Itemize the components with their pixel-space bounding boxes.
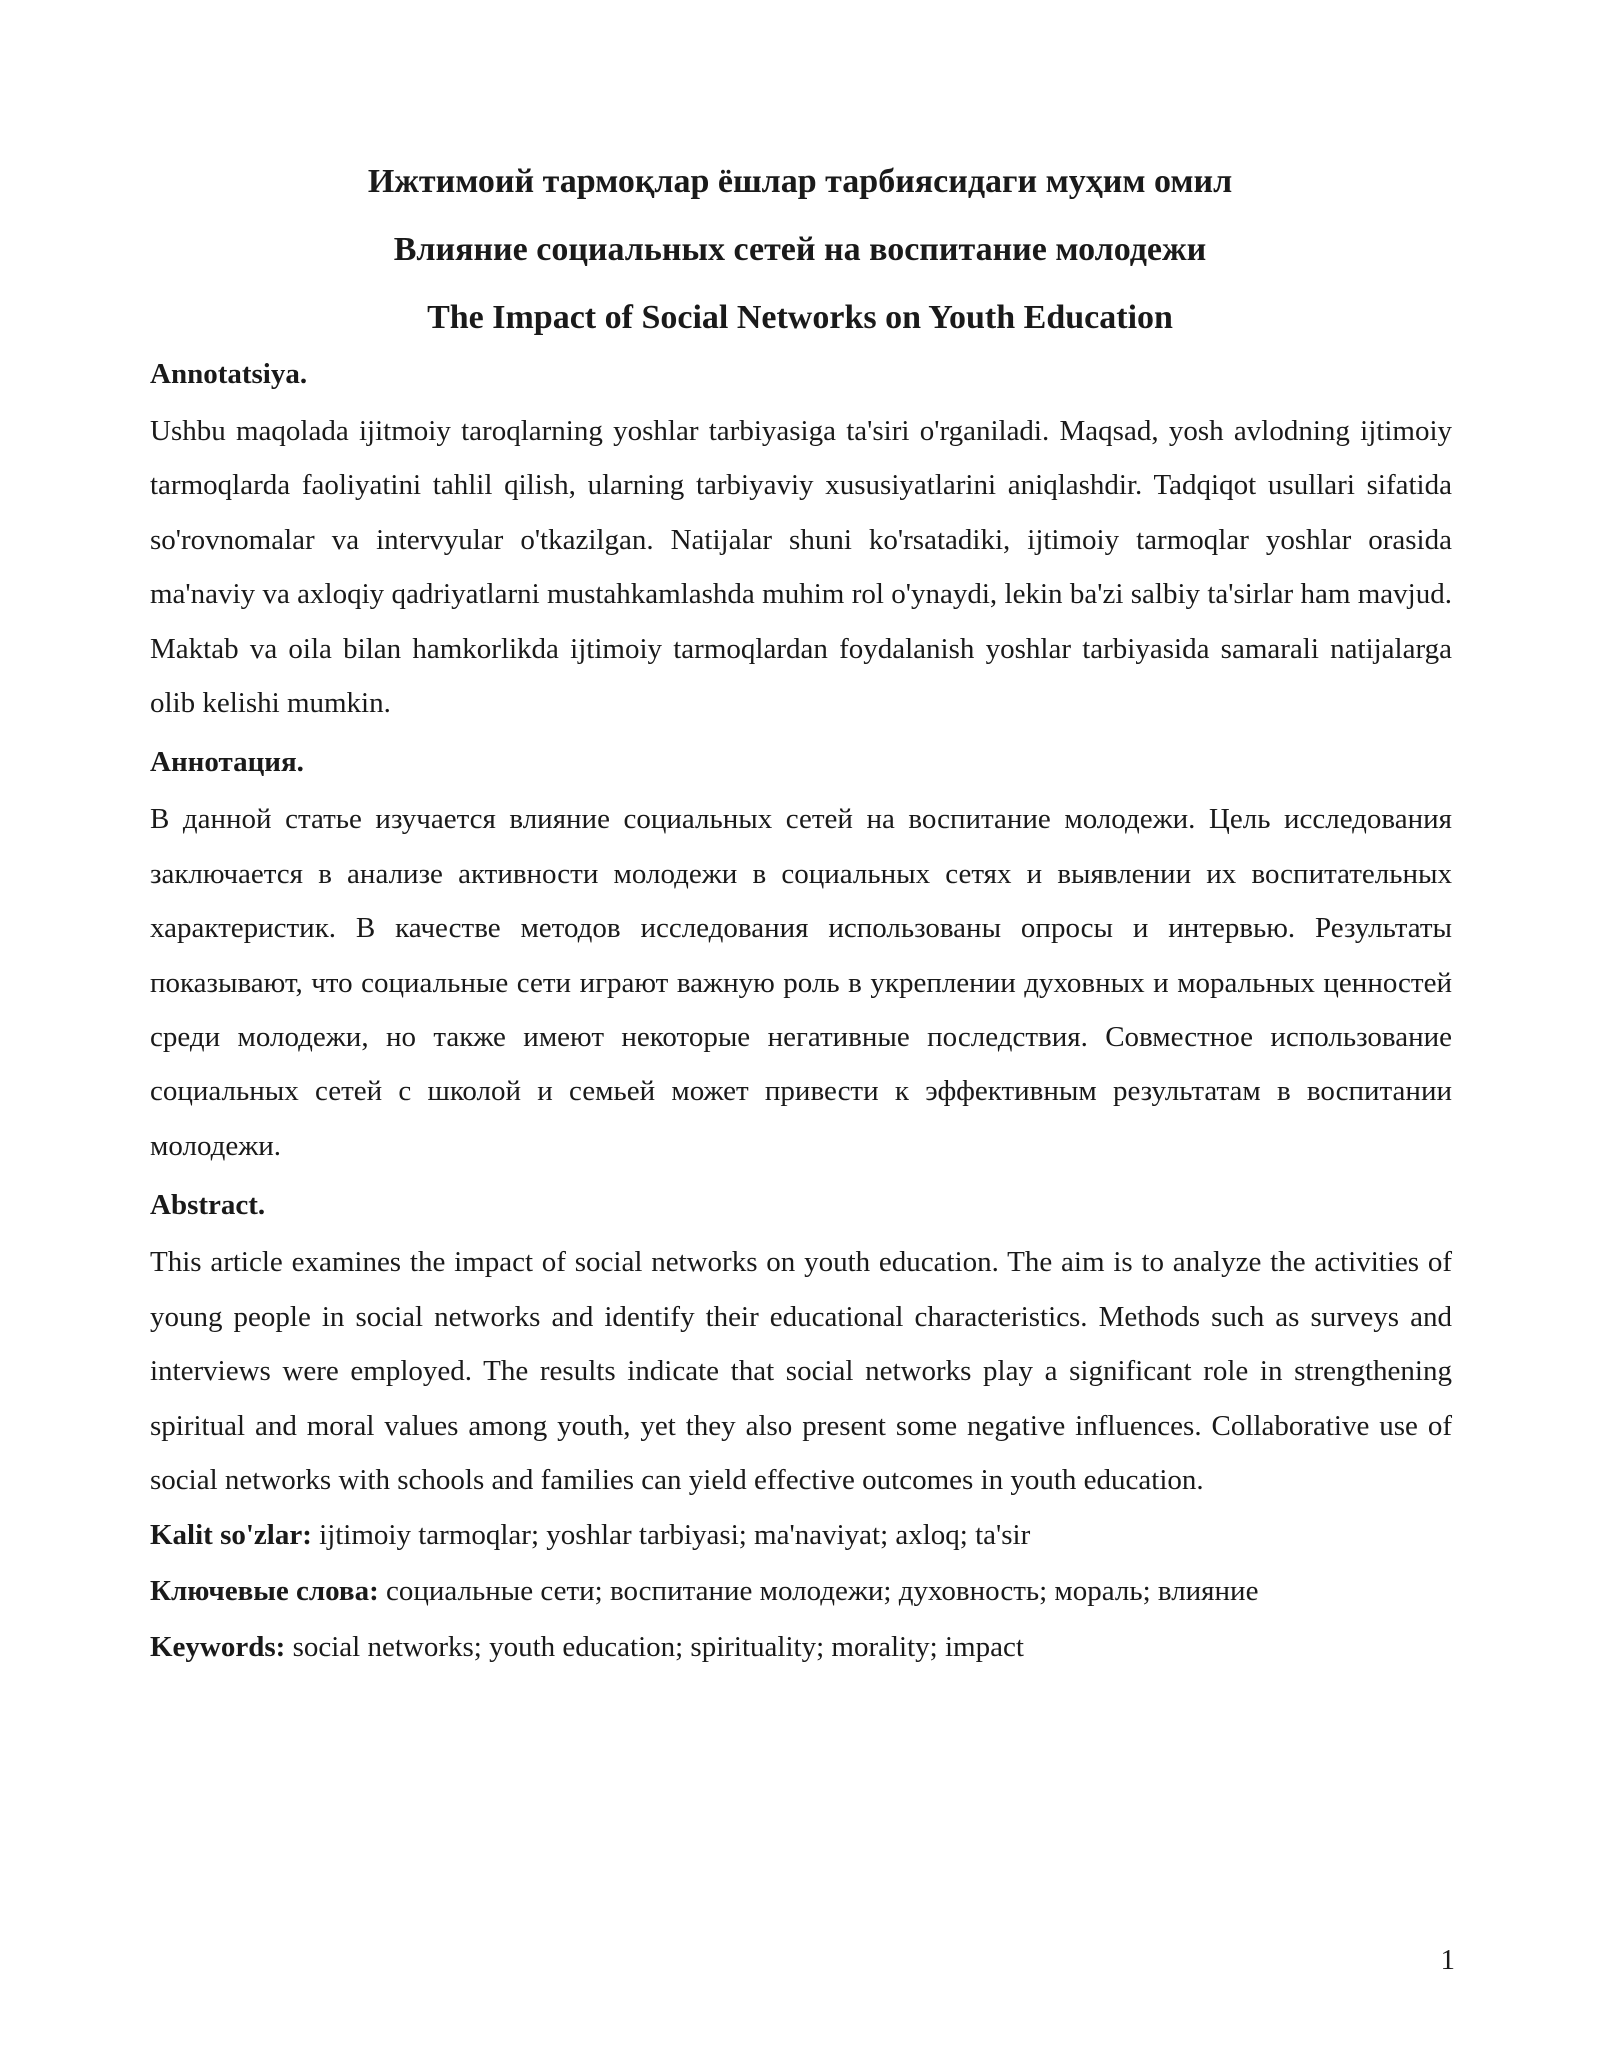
abstract-uzbek-text: Ushbu maqolada ijitmoiy taroqlarning yoshlar tarbiyasiga ta'siri o'rganiladi. Maqsad, yosh avlodning ijtimoiy tarmoqlarda faoliyatini tahlil qilish, ularning tarbiyaviy xususiyatlarini aniqlashdir. Tadqiqot usullari sifatida so'rovnomalar va intervyular o'tkazilgan. Natijalar shuni ko'rsatadiki, ijtimoiy tarmoqlar yoshlar orasida ma'naviy va axloqiy qadriyatlarni mustahkamlashda muhim rol o'ynaydi, lekin ba'zi salbiy ta'sirlar ham mavjud. Maktab va oila bilan hamkorlikda ijtimoiy tarmoqlardan foydalanish yoshlar tarbiyasida samarali natijalarga olib kelishi mumkin. — [150, 415, 1452, 720]
abstract-russian-text: В данной статье изучается влияние социальных сетей на воспитание молодежи. Цель исследования заключается в анализе активности молодежи в социальных сетях и выявлении их воспитательных характеристик. В качестве методов исследования использованы опросы и интервью. Результаты показывают, что социальные сети играют важную роль в укреплении духовных и моральных ценностей среди молодежи, но также имеют некоторые негативные последствия. Совместное использование социальных сетей с школой и семьей может привести к эффективным результатам в воспитании молодежи. — [150, 803, 1452, 1162]
abstract-uzbek-heading: Annotatsiya. — [150, 358, 308, 390]
keywords-uzbek-label: Kalit so'zlar: — [150, 1519, 312, 1552]
abstract-russian-section — [150, 740, 1452, 1173]
abstract-russian-heading: Аннотация. — [150, 746, 304, 779]
title-uzbek: Ижтимоий тармоқлар ёшлар тарбиясидаги муҳим омил — [367, 163, 1233, 200]
keywords-russian — [150, 1563, 1452, 1619]
title-english: The Impact of Social Networks on Youth Education — [427, 299, 1173, 336]
keywords-english-value: social networks; youth education; spirituality; morality; impact — [285, 1631, 1024, 1664]
abstract-uzbek-section — [150, 352, 1452, 730]
keywords-english — [150, 1619, 1452, 1675]
title-block — [150, 148, 1450, 352]
keywords-russian-value: социальные сети; воспитание молодежи; духовность; мораль; влияние — [378, 1575, 1259, 1608]
abstract-english-section — [150, 1183, 1452, 1507]
article-content — [150, 352, 1452, 1675]
abstract-english-text: This article examines the impact of social networks on youth education. The aim is to analyze the activities of young people in social networks and identify their educational characteristics. Methods such as surveys and interviews were employed. The results indicate that social networks play a significant role in strengthening spiritual and moral values among youth, yet they also present some negative influences. Collaborative use of social networks with schools and families can yield effective outcomes in youth education. — [150, 1246, 1452, 1496]
abstract-english-heading: Abstract. — [150, 1189, 266, 1222]
keywords-section — [150, 1507, 1452, 1675]
keywords-uzbek-value: ijtimoiy tarmoqlar; yoshlar tarbiyasi; ma'naviyat; axloq; ta'sir — [311, 1519, 1031, 1552]
keywords-english-label: Keywords: — [150, 1631, 286, 1664]
keywords-uzbek — [150, 1507, 1452, 1563]
title-russian: Влияние социальных сетей на воспитание молодежи — [393, 231, 1207, 268]
page-number: 1 — [1440, 1944, 1455, 1976]
keywords-russian-label: Ключевые слова: — [150, 1575, 379, 1608]
